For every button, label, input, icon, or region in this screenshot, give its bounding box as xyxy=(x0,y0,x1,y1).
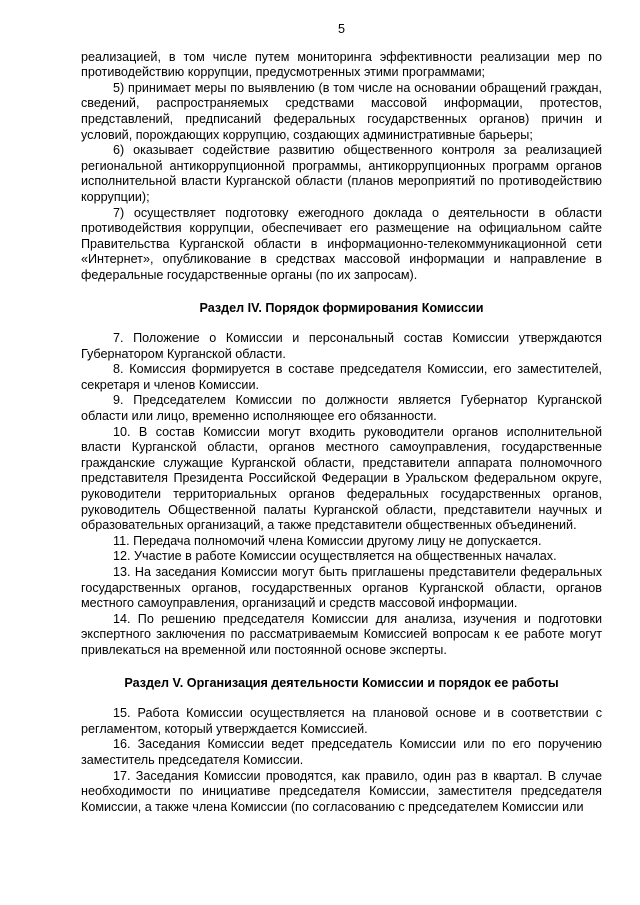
spacer xyxy=(81,284,602,301)
spacer xyxy=(81,659,602,676)
paragraph-item-7: 7) осуществляет подготовку ежегодного доклада о деятельности в области противодействия коррупции, обеспечивает его размещение на официальном сайте Правительства Курганской области в информационно-телекоммуникационной сети «Интернет», опубликование в средствах массовой информации и направление в федеральные государственные органы (по их запросам). xyxy=(81,205,602,282)
paragraph-clause-9: 9. Председателем Комиссии по должности является Губернатор Курганской области или лицо, временно исполняющее его обязанности. xyxy=(81,393,602,424)
spacer xyxy=(81,691,602,706)
paragraph-clause-15: 15. Работа Комиссии осуществляется на плановой основе и в соответствии с регламентом, который утверждается Комиссией. xyxy=(81,706,602,736)
page-number: 5 xyxy=(337,22,345,36)
paragraph-clause-17: 17. Заседания Комиссии проводятся, как правило, один раз в квартал. В случае необходимости по инициативе председателя Комиссии, заместителя председателя Комиссии, а также члена Комиссии (по согласованию с председателем Комиссии или xyxy=(81,768,602,814)
spacer xyxy=(81,316,602,331)
paragraph-item-6: 6) оказывает содействие развитию общественного контроля за реализацией региональной антикоррупционной программы, антикоррупционных программ органов исполнительной власти Курганской области (планов мероприятий по противодействию коррупции); xyxy=(81,143,602,204)
paragraph-item-5: 5) принимает меры по выявлению (в том числе на основании обращений граждан, сведений, распространяемых средствами массовой информации, протестов, представлений, предписаний федеральных государственных органов) причин и условий, порождающих коррупцию, создающих административные барьеры; xyxy=(81,80,602,142)
paragraph-clause-7: 7. Положение о Комиссии и персональный состав Комиссии утверждаются Губернатором Курганской области. xyxy=(81,331,602,361)
paragraph-clause-8: 8. Комиссия формируется в составе председателя Комиссии, его заместителей, секретаря и членов Комиссии. xyxy=(81,362,602,392)
section-heading-4: Раздел IV. Порядок формирования Комиссии xyxy=(199,300,484,315)
paragraph-clause-12: 12. Участие в работе Комиссии осуществляется на общественных началах. xyxy=(113,549,557,564)
paragraph-clause-13: 13. На заседания Комиссии могут быть приглашены представители федеральных государственных органов, государственных органов Курганской области, органов местного самоуправления, организаций и средств массовой информации. xyxy=(81,565,602,611)
section-heading-5: Раздел V. Организация деятельности Комиссии и порядок ее работы xyxy=(124,675,559,690)
paragraph-continuation: реализацией, в том числе путем мониторинга эффективности реализации мер по противодействию коррупции, предусмотренных этими программами; xyxy=(81,49,602,80)
paragraph-clause-11: 11. Передача полномочий члена Комиссии другому лицу не допускается. xyxy=(113,533,542,548)
paragraph-clause-10: 10. В состав Комиссии могут входить руководители органов исполнительной власти Курганской области, органов местного самоуправления, государственные гражданские служащие Курганской области, представители аппарата полномочного представителя Президента Российской Федерации в Уральском федеральном округе, руководители территориальных органов федеральных государственных органов, руководитель Общественной палаты Курганской области, представители научных и образовательных организаций, а также представители общественных объединений. xyxy=(81,424,602,533)
paragraph-clause-14: 14. По решению председателя Комиссии для анализа, изучения и подготовки экспертного заключения по рассматриваемым Комиссией вопросам к ее работе могут привлекаться на временной или постоянной основе эксперты. xyxy=(81,611,602,657)
paragraph-clause-16: 16. Заседания Комиссии ведет председатель Комиссии или по его поручению заместитель председателя Комиссии. xyxy=(81,737,602,767)
